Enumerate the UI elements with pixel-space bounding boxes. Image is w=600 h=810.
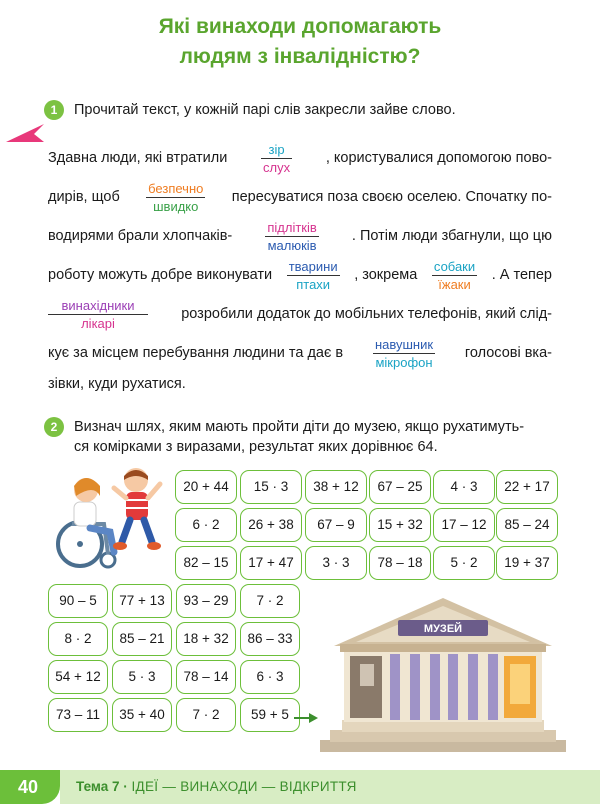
word-pair[interactable] [287,258,340,293]
expression-cell[interactable]: 22 + 17 [496,470,558,504]
page-footer [0,770,600,810]
word-option[interactable]: слух [263,159,291,175]
word-pair[interactable] [48,297,148,332]
task-2-number: 2 [44,417,64,437]
expression-cell[interactable]: 67 – 25 [369,470,431,504]
task-1-number: 1 [44,100,64,120]
footer-separator: · [119,779,132,794]
text-segment: голосові вка- [464,345,552,361]
expression-cell[interactable]: 18 + 32 [176,622,236,656]
running-boy-icon [113,468,161,550]
expression-cell[interactable]: 86 – 33 [240,622,300,656]
word-option[interactable]: навушник [374,336,434,352]
expression-cell[interactable]: 73 – 11 [48,698,108,732]
text-segment: водирями брали хлопчаків- [48,228,233,244]
word-pair[interactable] [146,180,205,215]
text-line-7 [48,364,552,404]
word-pair[interactable] [265,219,318,254]
word-option[interactable]: безпечно [148,180,204,196]
expression-cell[interactable]: 20 + 44 [175,470,237,504]
word-option[interactable]: тварини [288,258,338,274]
wheelchair-girl-icon [58,478,115,567]
museum-sign: МУЗЕЙ [423,623,463,635]
word-pair[interactable] [432,258,477,293]
expression-cell[interactable]: 17 + 47 [240,546,302,580]
text-segment: кує за місцем перебування людини та дає в [48,345,344,361]
expression-cell[interactable]: 38 + 12 [305,470,367,504]
text-segment: , користувалися допомогою пово- [325,150,552,166]
footer-theme: Тема 7 [76,779,120,794]
text-segment: роботу можуть добре виконувати [48,267,273,283]
page-number: 40 [0,770,60,804]
expression-cell[interactable]: 77 + 13 [112,584,172,618]
expression-cell[interactable]: 82 – 15 [175,546,237,580]
text-line-5 [48,294,552,334]
expression-cell[interactable]: 78 – 14 [176,660,236,694]
footer-subtitle: ІДЕЇ — ВИНАХОДИ — ВІДКРИТТЯ [131,779,357,794]
expression-cell[interactable]: 85 – 21 [112,622,172,656]
expression-cell[interactable]: 4 · 3 [433,470,495,504]
expression-cell[interactable]: 78 – 18 [369,546,431,580]
footer-band [60,770,600,804]
word-option[interactable]: винахідники [48,297,148,315]
text-segment: . Потім люди збагнули, що цю [351,228,552,244]
museum-building [320,590,566,752]
expression-cell[interactable]: 15 + 32 [369,508,431,542]
text-line-1 [48,138,552,178]
word-pair[interactable] [261,141,292,176]
text-segment: дирів, щоб [48,189,120,205]
expression-cell[interactable]: 17 – 12 [433,508,495,542]
text-segment: пересуватися поза своєю оселею. Спочатку по- [231,189,552,205]
expression-cell[interactable]: 6 · 3 [240,660,300,694]
pointer-arrow-icon [4,122,48,146]
word-option[interactable]: зір [261,141,292,159]
expression-cell[interactable]: 19 + 37 [496,546,558,580]
expression-cell[interactable]: 6 · 2 [175,508,237,542]
text-line-2 [48,177,552,217]
children-illustration [44,462,174,572]
title-line-2: людям з інвалідністю? [179,45,421,68]
title-line-1: Які винаходи допомагають [158,15,442,38]
text-segment: Здавна люди, які втратили [48,150,228,166]
expression-cell[interactable]: 54 + 12 [48,660,108,694]
expression-cell[interactable]: 7 · 2 [176,698,236,732]
arrow-right-icon [293,712,319,724]
word-option[interactable]: мікрофон [375,354,433,370]
expression-cell[interactable]: 3 · 3 [305,546,367,580]
expression-cell[interactable]: 5 · 3 [112,660,172,694]
text-line-3 [48,216,552,256]
word-option[interactable]: лікарі [81,315,115,331]
word-option[interactable]: собаки [433,258,476,274]
word-option[interactable]: підлітків [267,219,317,235]
word-option[interactable]: малюків [267,237,317,253]
page-title [0,12,600,72]
task-2-instruction-line-2: ся комірками з виразами, результат яких дорівнює 64. [74,439,438,455]
expression-cell[interactable]: 26 + 38 [240,508,302,542]
word-option[interactable]: швидко [153,198,199,214]
expression-cell[interactable]: 59 + 5 [240,698,300,732]
word-option[interactable]: їжаки [438,276,471,292]
word-option[interactable]: птахи [296,276,331,292]
expression-cell[interactable]: 67 – 9 [305,508,367,542]
expression-cell[interactable]: 8 · 2 [48,622,108,656]
expression-cell[interactable]: 35 + 40 [112,698,172,732]
task-2-instruction-line-1: Визнач шлях, яким мають пройти діти до музею, якщо рухатимуть- [74,419,525,435]
expression-cell[interactable]: 90 – 5 [48,584,108,618]
expression-cell[interactable]: 93 – 29 [176,584,236,618]
expression-cell[interactable]: 7 · 2 [240,584,300,618]
text-segment: зівки, куди рухатися. [48,376,186,392]
expression-cell[interactable]: 5 · 2 [433,546,495,580]
text-line-4 [48,255,552,295]
text-segment: , зокрема [354,267,418,283]
text-segment: розробили додаток до мобільних телефонів, який слід- [181,306,552,322]
task-1-instruction: Прочитай текст, у кожній парі слів закресли зайве слово. [74,102,456,118]
expression-cell[interactable]: 85 – 24 [496,508,558,542]
text-segment: . А тепер [491,267,552,283]
expression-cell[interactable]: 15 · 3 [240,470,302,504]
